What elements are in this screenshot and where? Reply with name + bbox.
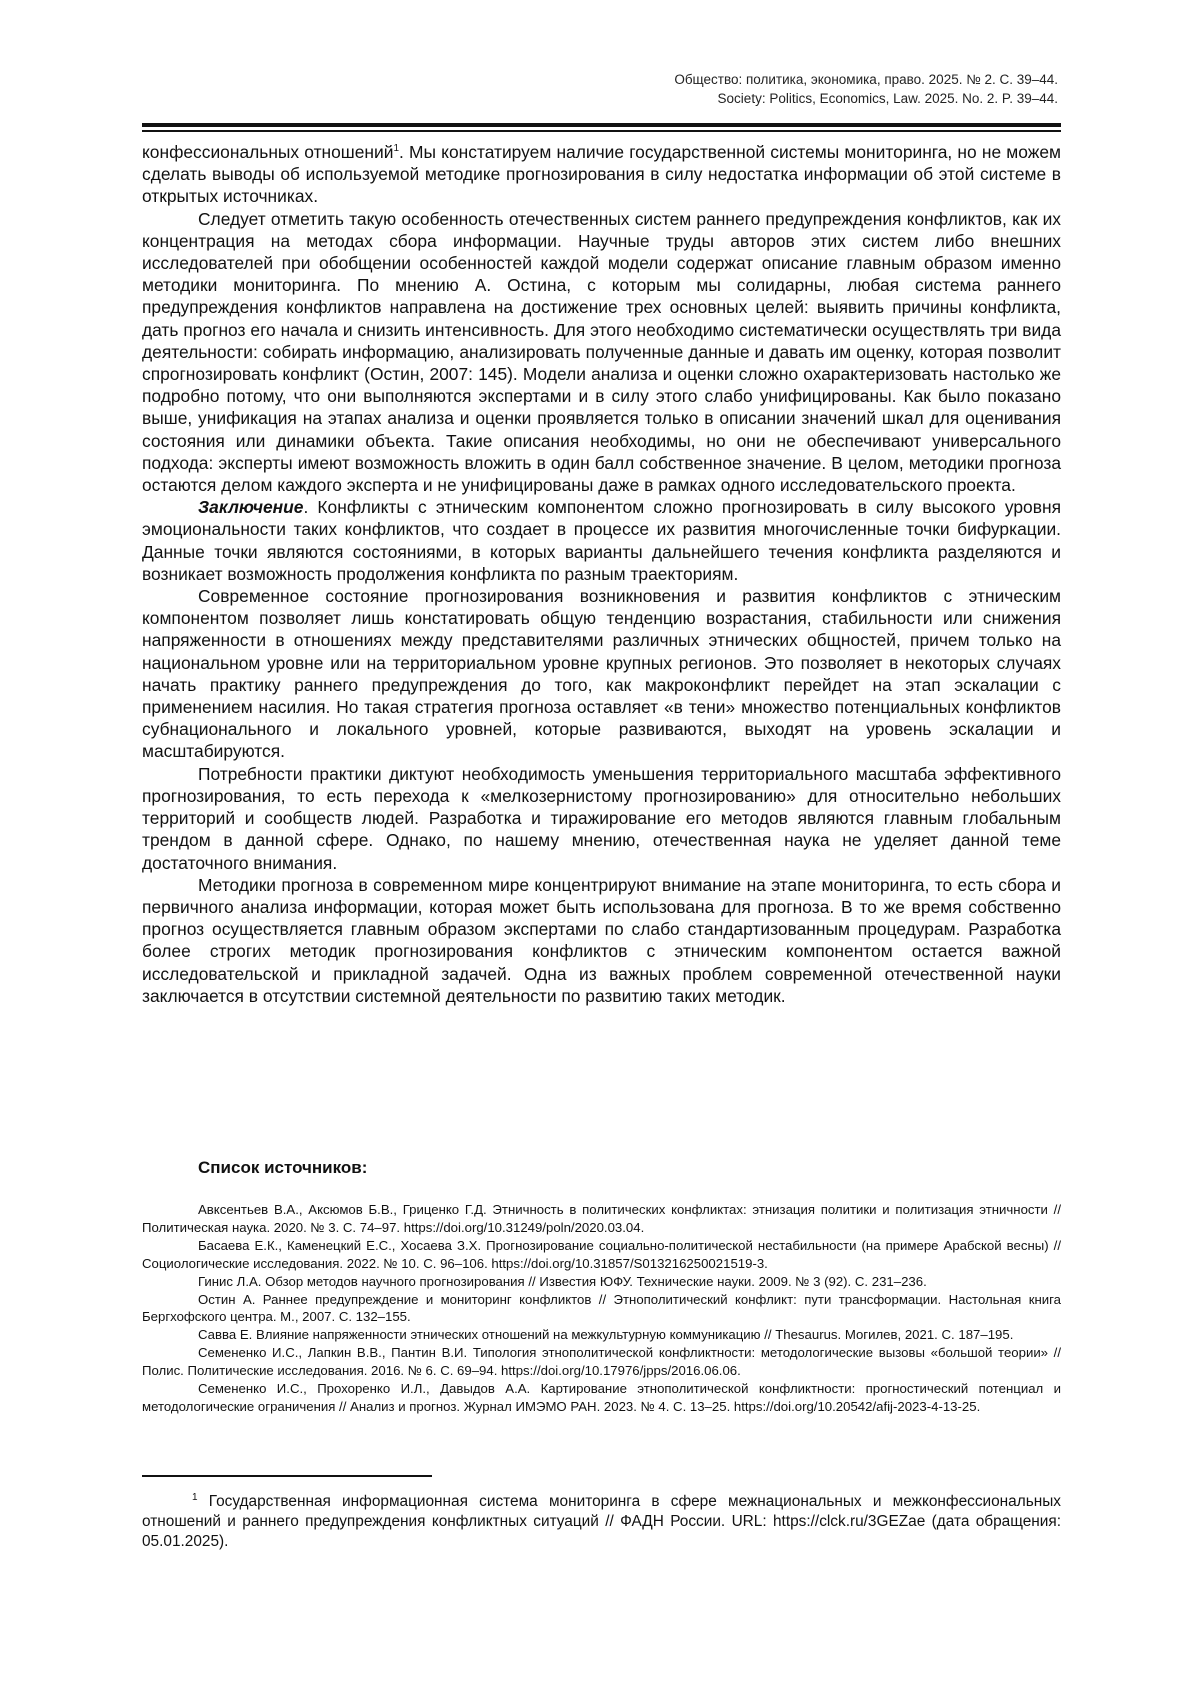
paragraph-1 [142, 141, 1061, 208]
footnote-number: 1 [192, 1491, 198, 1503]
footnote-separator [142, 1475, 432, 1477]
reference-item: Гинис Л.А. Обзор методов научного прогнозирования // Известия ЮФУ. Технические науки. 2009. № 3 (92). С. 231–236. [198, 1273, 927, 1289]
footnote-ref[interactable]: 1 [393, 143, 400, 155]
reference-item: Семененко И.С., Лапкин В.В., Пантин В.И. Типология этнополитической конфликтности: методологические вызовы «большой теории» // Полис. Политические исследования. 2016. № 6. С. 69–94. https://doi.org/10.17976/jpps/2016.06.06. [142, 1345, 1061, 1379]
paragraph-1-start: конфессиональных отношений [142, 142, 394, 162]
reference-item: Савва Е. Влияние напряженности этнических отношений на межкультурную коммуникацию // Thesaurus. Могилев, 2021. С. 187–195. [198, 1327, 1014, 1343]
footnote [142, 1492, 1061, 1552]
reference-item: Басаева Е.К., Каменецкий Е.С., Хосаева З.Х. Прогнозирование социально-политической нестабильности (на примере Арабской весны) // Социологические исследования. 2022. № 10. С. 96–106. https://doi.org/10.31857/S013216250021519-3. [142, 1237, 1061, 1271]
journal-citation-en: Society: Politics, Economics, Law. 2025. No. 2. P. 39–44. [717, 91, 1058, 106]
paragraph-5: Потребности практики диктуют необходимость уменьшения территориального масштаба эффективного прогнозирования, то есть перехода к «мелкозернистому прогнозированию» для относительно небольших территорий и сообществ людей. Разработка и тиражирование его методов являются главным глобальным трендом в данной сфере. Однако, по нашему мнению, отечественная наука не уделяет данной теме достаточного внимания. [142, 763, 1061, 873]
article-body [142, 141, 1061, 1007]
paragraph-6: Методики прогноза в современном мире концентрируют внимание на этапе мониторинга, то есть сбора и первичного анализа информации, которая может быть использована для прогноза. В то же время собственно прогноз осуществляется главным образом экспертами по слабо стандартизованным процедурам. Разработка более строгих методик прогнозирования конфликтов с этническим компонентом остается важной исследовательской и прикладной задачей. Одна из важных проблем современной отечественной науки заключается в отсутствии системной деятельности по развитию таких методик. [142, 874, 1061, 1006]
running-header [674, 70, 1058, 108]
reference-item: Семененко И.С., Прохоренко И.Л., Давыдов А.А. Картирование этнополитической конфликтности: прогностический потенциал и методологические ограничения // Анализ и прогноз. Журнал ИМЭМО РАН. 2023. № 4. С. 13–25. https://doi.org/10.20542/afij-2023-4-13-25. [142, 1381, 1061, 1414]
journal-citation-ru: Общество: политика, экономика, право. 2025. № 2. С. 39–44. [674, 72, 1058, 87]
paragraph-1-rest: . Мы констатируем наличие государственной системы мониторинга, но не можем сделать выводы об используемой методике прогнозирования в силу недостатка информации об этой системе в открытых источниках. [142, 142, 1061, 207]
reference-item: Остин А. Раннее предупреждение и мониторинг конфликтов // Этнополитический конфликт: пути трансформации. Настольная книга Бергхофского центра. М., 2007. С. 132–155. [142, 1291, 1061, 1325]
conclusion-heading: Заключение [198, 497, 304, 518]
footnote-paragraph [142, 1492, 1061, 1552]
references-list [142, 1201, 1061, 1416]
references-title: Список источников: [198, 1158, 368, 1177]
reference-item: Авксентьев В.А., Аксюмов Б.В., Гриценко Г.Д. Этничность в политических конфликтах: этнизация политики и политизация этничности // Политическая наука. 2020. № 3. С. 74–97. https://doi.org/10.31249/poln/2020.03.04. [142, 1202, 1061, 1235]
paragraph-4: Современное состояние прогнозирования возникновения и развития конфликтов с этническим компонентом позволяет лишь констатировать общую тенденцию возрастания, стабильности или снижения напряженности в отношениях между представителями различных этнических общностей, причем только на национальном уровне или на территориальном уровне крупных регионов. Это позволяет в некоторых случаях начать практику раннего предупреждения до того, как макроконфликт перейдет на этап эскалации с применением насилия. Но такая стратегия прогноза оставляет «в тени» множество потенциальных конфликтов субнационального и локального уровней, которые развиваются, выходят на уровень эскалации и масштабируются. [142, 586, 1061, 762]
paragraph-3-rest: . Конфликты с этническим компонентом сложно прогнозировать в силу высокого уровня эмоциональности таких конфликтов, что создает в процессе их развития многочисленные точки бифуркации. Данные точки являются состояниями, в которых варианты дальнейшего течения конфликта разделяются и возникает возможность продолжения конфликта по разным траекториям. [142, 497, 1061, 584]
paragraph-3 [142, 496, 1061, 585]
footnote-text: Государственная информационная система мониторинга в сфере межнациональных и межконфессиональных отношений и раннего предупреждения конфликтных ситуаций // ФАДН России. URL: https://clck.ru/3GEZae (дата обращения: 05.01.2025). [142, 1493, 1061, 1550]
header-rule-thick [142, 123, 1061, 127]
header-rule-thin [142, 130, 1061, 132]
paragraph-2: Следует отметить такую особенность отечественных систем раннего предупреждения конфликтов, как их концентрация на методах сбора информации. Научные труды авторов этих систем либо внешних исследователей при обобщении особенностей каждой модели содержат описание главным образом именно методики мониторинга. По мнению А. Остина, с которым мы солидарны, любая система раннего предупреждения конфликтов направлена на достижение трех основных целей: выявить причины конфликта, дать прогноз его начала и снизить интенсивность. Для этого необходимо систематически осуществлять три вида деятельности: собирать информацию, анализировать полученные данные и давать им оценку, которая позволит спрогнозировать конфликт (Остин, 2007: 145). Модели анализа и оценки сложно охарактеризовать настолько же подробно потому, что они выполняются экспертами и в силу этого слабо унифицированы. Как было показано выше, унификация на этапах анализа и оценки проявляется только в описании значений шкал для оценивания состояния или динамики объекта. Такие описания необходимы, но они не обеспечивают универсального подхода: эксперты имеют возможность вложить в один балл собственное значение. В целом, методики прогноза остаются делом каждого эксперта и не унифицированы даже в рамках одного исследовательского проекта. [142, 208, 1061, 496]
